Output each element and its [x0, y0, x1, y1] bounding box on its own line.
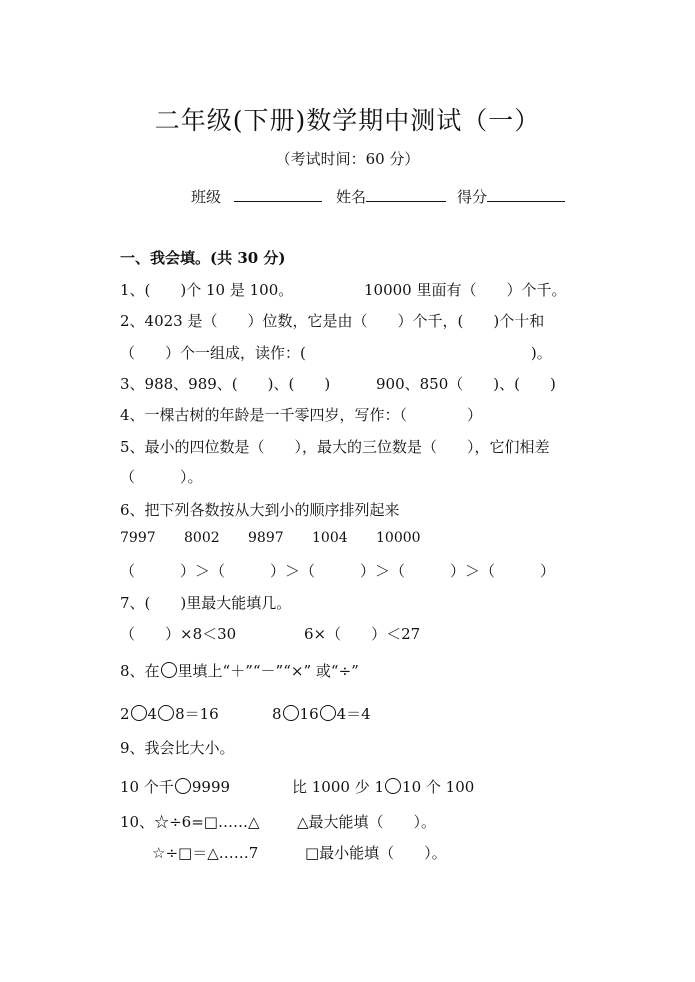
ordering-blanks: （ ）＞（ ）＞（ ）＞（ ）＞（ ） [120, 562, 556, 580]
score-blank[interactable] [487, 187, 565, 202]
number-1: 7997 [120, 530, 156, 546]
operand-result: 4＝4 [336, 705, 371, 723]
number-3: 9897 [248, 530, 284, 546]
question-1b: 10000 里面有（ ）个千。 [364, 281, 567, 299]
operand: 4 [147, 705, 158, 723]
name-label: 姓名 [336, 188, 367, 206]
question-10a: 10、☆÷6=□……△ [120, 813, 260, 831]
operand: 16 [299, 705, 319, 723]
class-blank[interactable] [234, 187, 322, 202]
name-field [336, 186, 446, 207]
operand: 8 [272, 705, 282, 723]
class-label: 班级 [191, 188, 222, 206]
compare-left: 比 1000 少 1 [292, 778, 385, 796]
question-7: 7、( )里最大能填几。 [120, 594, 292, 612]
question-10c: ☆÷□＝△……7 [152, 844, 259, 862]
circle-icon[interactable] [385, 778, 401, 794]
equation-8a [120, 703, 219, 724]
page-title: 二年级(下册)数学期中测试（一） [154, 106, 541, 135]
question-3b: 900、850（ )、( ) [376, 375, 556, 393]
question-2b: （ ）个一组成，读作：( )。 [120, 344, 552, 362]
question-2a: 2、4023 是（ ）位数，它是由（ ）个千，( )个十和 [120, 312, 545, 330]
name-blank[interactable] [366, 187, 446, 202]
circle-icon[interactable] [158, 705, 174, 721]
question-3a: 3、988、989、( )、( ) [120, 375, 331, 393]
compare-right: 9999 [191, 778, 231, 796]
number-2: 8002 [184, 530, 220, 546]
operand-result: 8＝16 [175, 705, 219, 723]
question-1a: 1、( )个 10 是 100。 [120, 281, 294, 299]
question-5b: （ ）。 [120, 468, 203, 486]
exam-time: （考试时间：60 分） [275, 150, 420, 168]
circle-icon[interactable] [320, 705, 336, 721]
section-heading: 一、我会填。(共 30 分) [120, 249, 286, 267]
class-field [191, 186, 322, 207]
score-field [457, 186, 565, 207]
question-9: 9、我会比大小。 [120, 739, 235, 757]
question-10d: □最小能填（ ）。 [305, 844, 447, 862]
compare-left: 10 个千 [120, 778, 174, 796]
question-6: 6、把下列各数按从大到小的顺序排列起来 [120, 501, 400, 519]
question-5a: 5、最小的四位数是（ ），最大的三位数是（ ），它们相差 [120, 438, 550, 456]
operand: 2 [120, 705, 130, 723]
comparison-9b [292, 776, 474, 797]
circle-icon[interactable] [175, 778, 191, 794]
question-4: 4、一棵古树的年龄是一千零四岁，写作：（ ） [120, 406, 483, 424]
number-5: 10000 [376, 530, 421, 546]
question-7a: （ ）×8＜30 [120, 625, 237, 643]
question-8 [120, 660, 359, 681]
question-10b: △最大能填（ ）。 [297, 813, 437, 831]
circle-icon [161, 662, 177, 678]
equation-8b [272, 703, 371, 724]
circle-icon[interactable] [283, 705, 299, 721]
question-8-prefix: 8、在 [120, 662, 160, 680]
comparison-9a [120, 776, 230, 797]
score-label: 得分 [457, 188, 488, 206]
number-4: 1004 [312, 530, 348, 546]
circle-icon[interactable] [131, 705, 147, 721]
question-7b: 6×（ ）＜27 [304, 625, 421, 643]
compare-right: 10 个 100 [402, 778, 475, 796]
question-8-suffix: 里填上“＋”“－”“×” 或“÷” [177, 662, 359, 680]
